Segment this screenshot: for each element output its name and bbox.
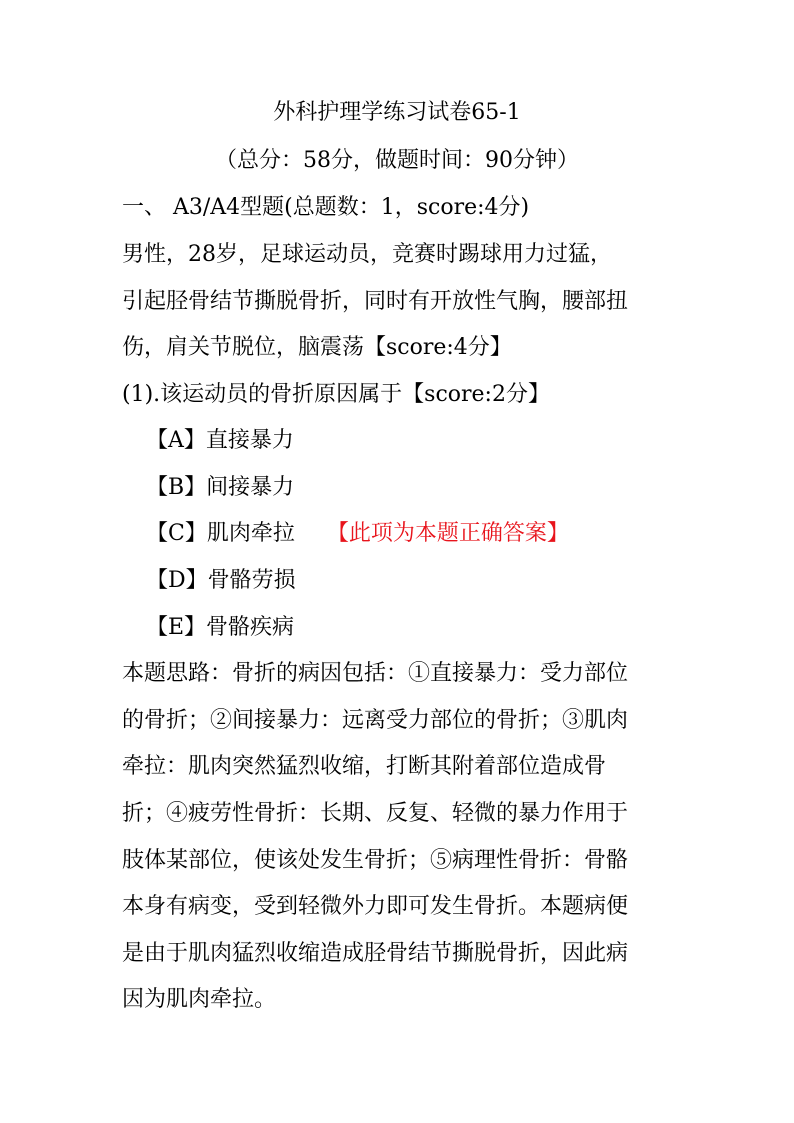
question-stem: (1).该运动员的骨折原因属于【score:2分】 (122, 382, 550, 407)
explanation-line-2: 的骨折；②间接暴力：远离受力部位的骨折；③肌肉 (122, 708, 629, 733)
option-b: 【B】间接暴力 (146, 475, 295, 500)
correct-answer-mark: 【此项为本题正确答案】 (326, 521, 569, 546)
case-line-1: 男性，28岁，足球运动员，竞赛时踢球用力过猛， (122, 242, 612, 267)
explanation-line-6: 本身有病变，受到轻微外力即可发生骨折。本题病便 (122, 894, 629, 919)
explanation-line-3: 牵拉：肌肉突然猛烈收缩，打断其附着部位造成骨 (122, 754, 607, 779)
explanation-line-1: 本题思路：骨折的病因包括：①直接暴力：受力部位 (122, 661, 629, 686)
case-line-2: 引起胫骨结节撕脱骨折，同时有开放性气胸，腰部扭 (122, 289, 629, 314)
explanation-line-5: 肢体某部位，使该处发生骨折；⑤病理性骨折：骨骼 (122, 848, 629, 873)
page-subtitle: （总分：58分，做题时间：90分钟） (215, 148, 579, 173)
case-line-3: 伤，肩关节脱位，脑震荡【score:4分】 (122, 335, 512, 360)
option-d: 【D】骨骼劳损 (146, 568, 296, 593)
option-c-text: 【C】肌肉牵拉 (146, 521, 295, 546)
explanation-line-4: 折；④疲劳性骨折：长期、反复、轻微的暴力作用于 (122, 801, 629, 826)
option-e: 【E】骨骼疾病 (146, 615, 295, 640)
page-title: 外科护理学练习试卷65-1 (273, 100, 521, 125)
explanation-line-7: 是由于肌肉猛烈收缩造成胫骨结节撕脱骨折，因此病 (122, 941, 629, 966)
option-a: 【A】直接暴力 (146, 428, 294, 453)
option-c (146, 519, 569, 549)
explanation-line-8: 因为肌肉牵拉。 (122, 987, 277, 1012)
section-heading: 一、 A3/A4型题(总题数：1，score:4分) (122, 195, 530, 220)
